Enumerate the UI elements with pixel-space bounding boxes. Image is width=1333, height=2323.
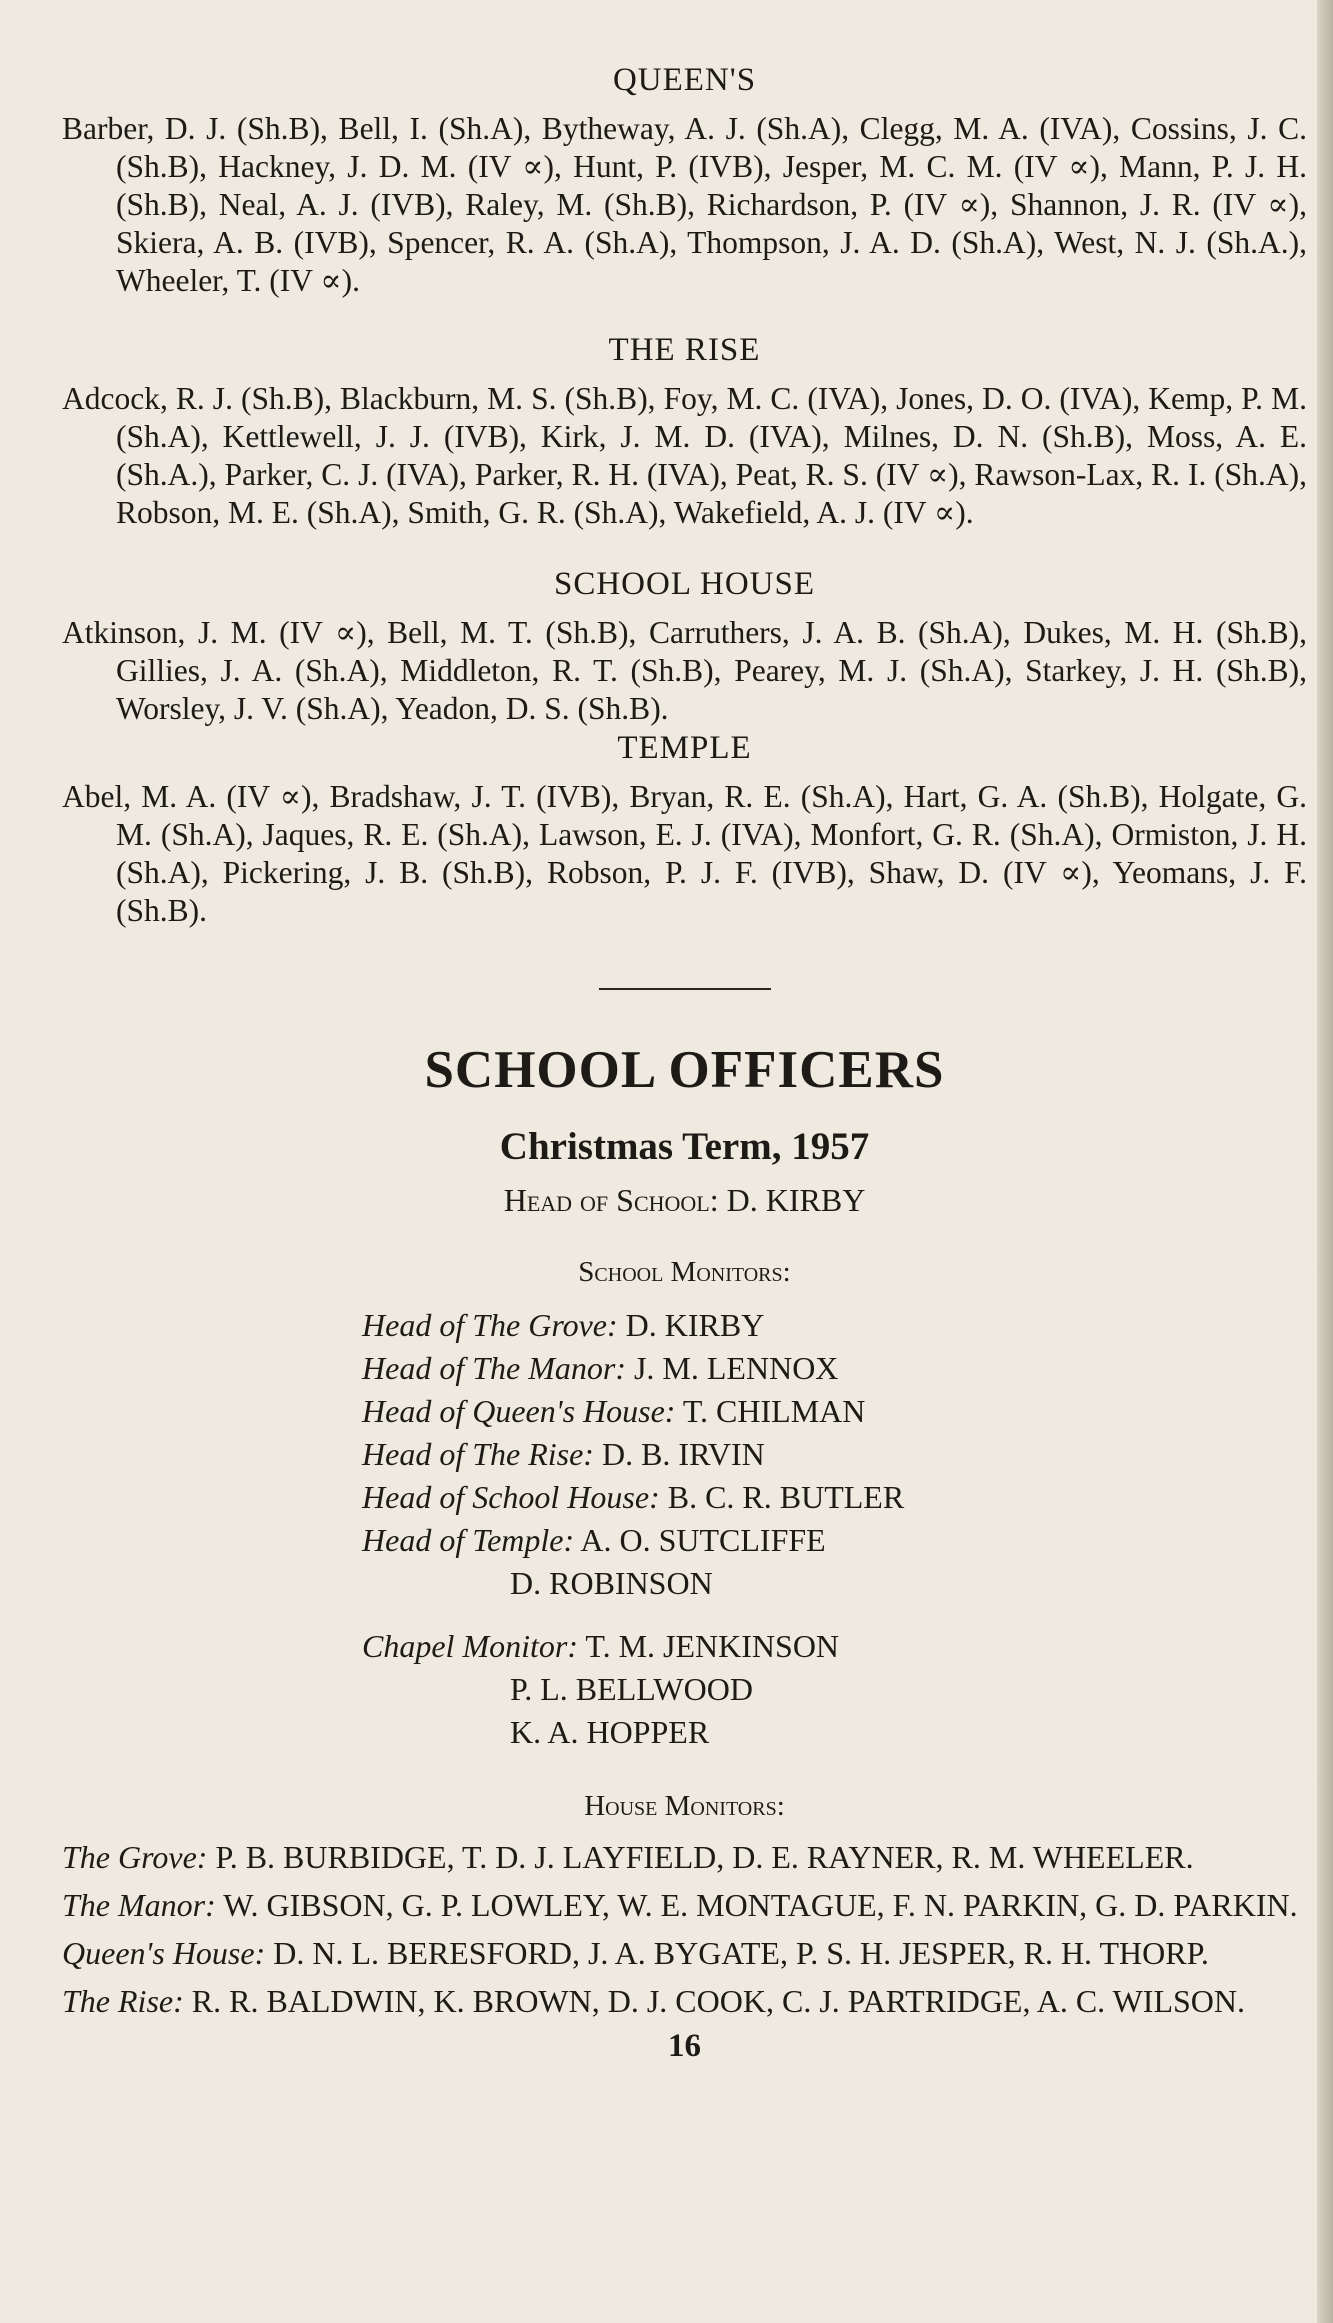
chapel-monitor-row: [362, 1625, 1307, 1668]
term-title: Christmas Term, 1957: [499, 1125, 870, 1168]
head-of-school-line: [62, 1180, 1307, 1220]
chapel-monitor-label: Chapel Monitor:: [362, 1628, 578, 1664]
monitor-label: Head of The Manor:: [362, 1350, 626, 1386]
monitor-label: Head of School House:: [362, 1479, 660, 1515]
monitor-extra-name: D. ROBINSON: [510, 1565, 713, 1601]
house-name: The Rise:: [62, 1983, 184, 2019]
monitor-name: T. CHILMAN: [682, 1393, 866, 1429]
heading-the-rise: THE RISE: [608, 332, 761, 368]
chapel-monitor-name: K. A. HOPPER: [510, 1714, 710, 1750]
heading-school-house: SCHOOL HOUSE: [553, 566, 816, 602]
house-monitors-list: [62, 1838, 1307, 2020]
house-monitor-entry: [62, 1934, 1307, 1972]
house-name: Queen's House:: [62, 1935, 266, 1971]
house-monitor-names: D. N. L. BERESFORD, J. A. BYGATE, P. S. H. JESPER, R. H. THORP.: [273, 1935, 1209, 1971]
school-monitors-heading: School Monitors:: [578, 1256, 791, 1288]
head-of-school-label: Head of School:: [503, 1182, 719, 1218]
head-of-school-name: D. KIRBY: [726, 1182, 866, 1218]
school-officers-title: SCHOOL OFFICERS: [424, 1041, 945, 1099]
list-the-rise: Adcock, R. J. (Sh.B), Blackburn, M. S. (Sh.B), Foy, M. C. (IVA), Jones, D. O. (IVA), Kemp, P. M. (Sh.A), Kettlewell, J. J. (IVB), Kirk, J. M. D. (IVA), Milnes, D. N. (Sh.B), Moss, A. E. (Sh.A.), Parker, C. J. (IVA), Parker, R. H. (IVA), Peat, R. S. (IV ∝), Rawson-Lax, R. I. (Sh.A), Robson, M. E. (Sh.A), Smith, G. R. (Sh.A), Wakefield, A. J. (IV ∝).: [62, 381, 1307, 530]
monitor-row: [362, 1347, 1307, 1390]
house-monitor-names: P. B. BURBIDGE, T. D. J. LAYFIELD, D. E. RAYNER, R. M. WHEELER.: [215, 1839, 1194, 1875]
section-divider: [599, 988, 771, 990]
monitor-name: J. M. LENNOX: [633, 1350, 839, 1386]
monitor-row: [362, 1476, 1307, 1519]
house-name: The Grove:: [62, 1839, 208, 1875]
chapel-monitor-name: T. M. JENKINSON: [585, 1628, 840, 1664]
chapel-monitor-name: P. L. BELLWOOD: [510, 1671, 753, 1707]
heading-temple: TEMPLE: [617, 730, 752, 766]
heading-queens: QUEEN'S: [612, 62, 757, 98]
house-monitor-entry: [62, 1886, 1307, 1924]
document-page: [62, 60, 1307, 2065]
house-monitor-entry: [62, 1982, 1307, 2020]
monitor-label: Head of The Rise:: [362, 1436, 594, 1472]
house-monitor-names: R. R. BALDWIN, K. BROWN, D. J. COOK, C. J. PARTRIDGE, A. C. WILSON.: [191, 1983, 1245, 2019]
monitor-name: A. O. SUTCLIFFE: [580, 1522, 826, 1558]
house-monitors-heading: House Monitors:: [584, 1790, 785, 1822]
monitor-row: [362, 1519, 1307, 1562]
list-temple: Abel, M. A. (IV ∝), Bradshaw, J. T. (IVB), Bryan, R. E. (Sh.A), Hart, G. A. (Sh.B), Holgate, G. M. (Sh.A), Jaques, R. E. (Sh.A), Lawson, E. J. (IVA), Monfort, G. R. (Sh.A), Ormiston, J. H. (Sh.A), Pickering, J. B. (Sh.B), Robson, P. J. F. (IVB), Shaw, D. (IV ∝), Yeomans, J. F. (Sh.B).: [62, 779, 1307, 928]
house-monitor-entry: [62, 1838, 1307, 1876]
monitor-name: D. KIRBY: [625, 1307, 765, 1343]
monitor-row: [362, 1304, 1307, 1347]
list-queens: Barber, D. J. (Sh.B), Bell, I. (Sh.A), Bytheway, A. J. (Sh.A), Clegg, M. A. (IVA), Cossins, J. C. (Sh.B), Hackney, J. D. M. (IV ∝), Hunt, P. (IVB), Jesper, M. C. M. (IV ∝), Mann, P. J. H. (Sh.B), Neal, A. J. (IVB), Raley, M. (Sh.B), Richardson, P. (IV ∝), Shannon, J. R. (IV ∝), Skiera, A. B. (IVB), Spencer, R. A. (Sh.A), Thompson, J. A. D. (Sh.A), West, N. J. (Sh.A.), Wheeler, T. (IV ∝).: [62, 111, 1307, 298]
monitor-name: B. C. R. BUTLER: [667, 1479, 905, 1515]
monitor-label: Head of Queen's House:: [362, 1393, 676, 1429]
house-monitor-names: W. GIBSON, G. P. LOWLEY, W. E. MONTAGUE, F. N. PARKIN, G. D. PARKIN.: [223, 1887, 1298, 1923]
list-school-house: Atkinson, J. M. (IV ∝), Bell, M. T. (Sh.B), Carruthers, J. A. B. (Sh.A), Dukes, M. H. (Sh.B), Gillies, J. A. (Sh.A), Middleton, R. T. (Sh.B), Pearey, M. J. (Sh.A), Starkey, J. H. (Sh.B), Worsley, J. V. (Sh.A), Yeadon, D. S. (Sh.B).: [62, 615, 1307, 726]
page-number: 16: [668, 2028, 701, 2064]
house-name: The Manor:: [62, 1887, 216, 1923]
monitor-row: [362, 1390, 1307, 1433]
monitor-row: [362, 1433, 1307, 1476]
monitor-label: Head of The Grove:: [362, 1307, 618, 1343]
school-monitors-list: [362, 1304, 1307, 1754]
monitor-label: Head of Temple:: [362, 1522, 575, 1558]
monitor-name: D. B. IRVIN: [601, 1436, 765, 1472]
page-edge-shadow: [1317, 0, 1333, 2323]
